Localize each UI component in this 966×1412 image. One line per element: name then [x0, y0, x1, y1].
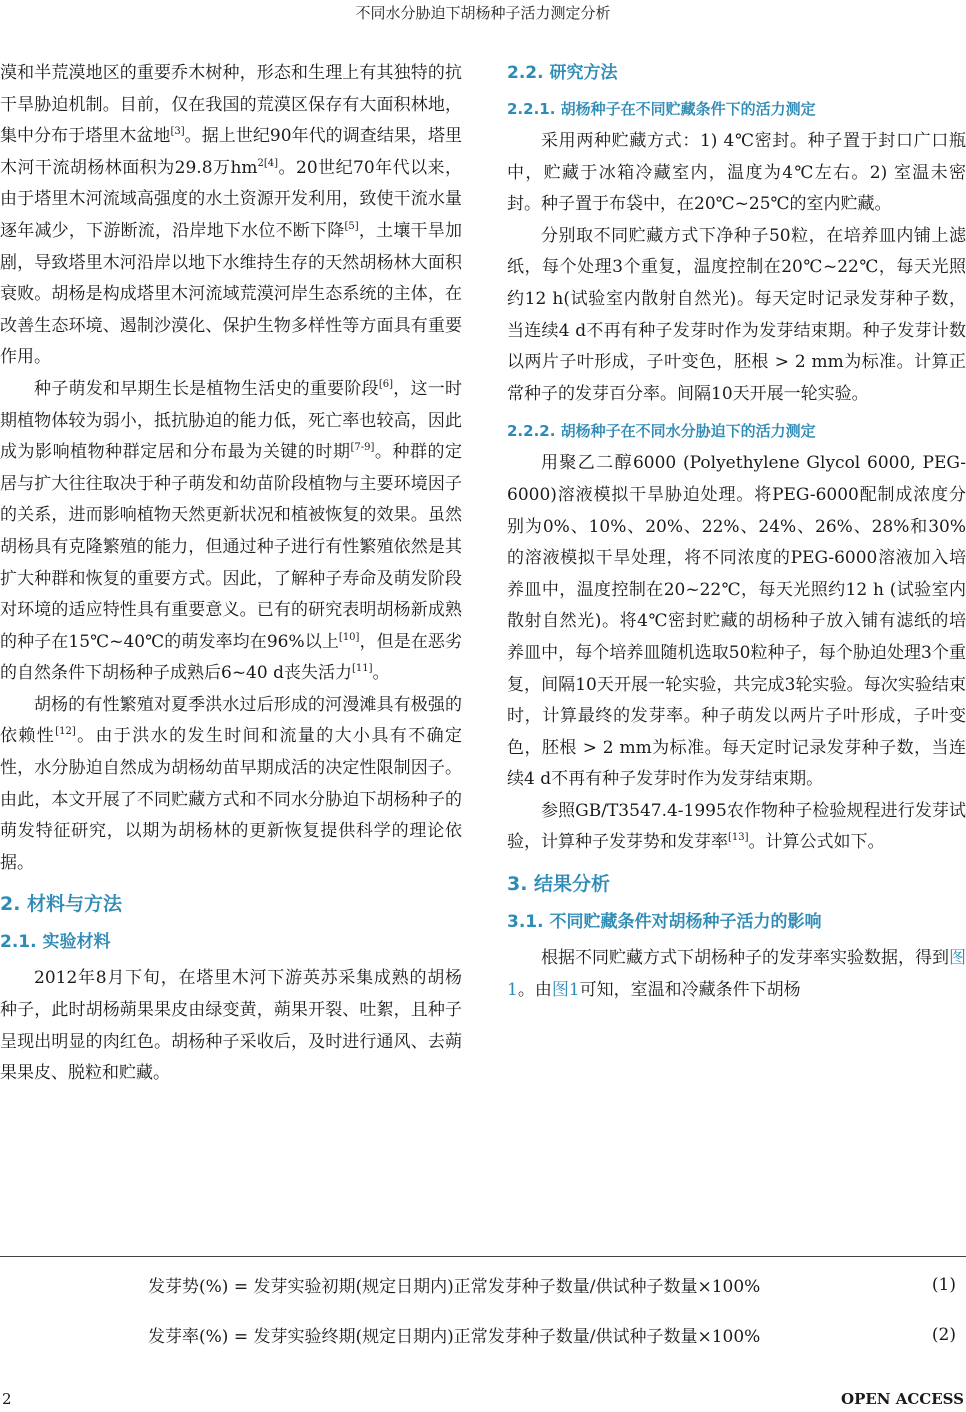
figure-link[interactable]: 图1 [507, 948, 966, 1000]
subsubsection-heading: 2.2.2. 胡杨种子在不同水分胁迫下的活力测定 [507, 422, 816, 441]
body-paragraph: 种子萌发和早期生长是植物生活史的重要阶段[6]，这一时期植物体较为弱小，抵抗胁迫的能力低，死亡率也较高，因此成为影响植物种群定居和分布最为关键的时期[7-9]。种群的定居与扩大往往取决于种子萌发和幼苗阶段植物与主要环境因子的关系，进而影响植物天然更新状况和植被恢复的效果。虽然胡杨具有克隆繁殖的能力，但通过种子进行有性繁殖依然是其扩大种群和恢复的重要方式。因此，了解种子寿命及萌发阶段对环境的适应特性具有重要意义。已有的研究表明胡杨新成熟的种子在15℃~40℃的萌发率均在96%以上[10]，但是在恶劣的自然条件下胡杨种子成熟后6~40 d丧失活力[11]。 [0, 378, 463, 684]
equation-germination-energy [148, 1272, 966, 1297]
subsection-heading: 3.1. 不同贮藏条件对胡杨种子活力的影响 [507, 912, 822, 933]
open-access-label: OPEN ACCESS [841, 1390, 964, 1408]
body-paragraph: 参照GB/T3547.4-1995农作物种子检验规程进行发芽试验，计算种子发芽势和发芽率[13]。计算公式如下。 [507, 800, 966, 853]
section-heading: 2. 材料与方法 [0, 893, 123, 916]
body-paragraph: 胡杨的有性繁殖对夏季洪水过后形成的河漫滩具有极强的依赖性[12]。由于洪水的发生时间和流量的大小具有不确定性，水分胁迫自然成为胡杨幼苗早期成活的决定性限制因子。由此，本文开展了不同贮藏方式和不同水分胁迫下胡杨种子的萌发特征研究，以期为胡杨林的更新恢复提供科学的理论依据。 [0, 694, 463, 873]
citation-ref[interactable]: [3] [170, 126, 185, 138]
equation-number: (1) [931, 1274, 956, 1295]
running-title: 不同水分胁迫下胡杨种子活力测定分析 [355, 4, 611, 22]
citation-ref[interactable]: 2[4] [257, 157, 279, 169]
equation-formula: 发芽率(%) = 发芽实验终期(规定日期内)正常发芽种子数量/供试种子数量×100% [148, 1327, 761, 1347]
left-column [0, 58, 462, 1090]
right-column [507, 58, 966, 1006]
body-paragraph: 分别取不同贮藏方式下净种子50粒，在培养皿内铺上滤纸，每个处理3个重复，温度控制在20℃~22℃，每天光照约12 h(试验室内散射自然光)。每天定时记录发芽种子数，当连续4 d不再有种子发芽时作为发芽结束期。种子发芽计数以两片子叶形成，子叶变色，胚根 > 2 mm为标准。计算正常种子的发芽百分率。间隔10天开展一轮实验。 [507, 225, 966, 404]
body-paragraph: 2012年8月下旬，在塔里木河下游英苏采集成熟的胡杨种子，此时胡杨蒴果果皮由绿变黄，蒴果开裂、吐絮，且种子呈现出明显的肉红色。胡杨种子采收后，及时进行通风、去蒴果果皮、脱粒和贮藏。 [0, 968, 462, 1084]
figure-link[interactable]: 图1 [551, 979, 580, 1000]
subsection-heading: 2.2. 研究方法 [507, 63, 618, 83]
citation-ref[interactable]: [12] [55, 726, 76, 738]
section-heading: 3. 结果分析 [507, 873, 611, 896]
footnote-rule [0, 1256, 966, 1257]
citation-ref[interactable]: [5] [344, 220, 359, 232]
citation-ref[interactable]: [10] [338, 631, 360, 643]
subsubsection-heading: 2.2.1. 胡杨种子在不同贮藏条件下的活力测定 [507, 100, 816, 118]
subsection-heading: 2.1. 实验材料 [0, 932, 111, 953]
body-paragraph: 用聚乙二醇6000 (Polyethylene Glycol 6000, PEG-6000)溶液模拟干旱胁迫处理。将PEG-6000配制成浓度分别为0%、10%、20%、22%、24%、26%、28%和30%的溶液模拟干旱处理，将不同浓度的PEG-6000溶液加入培养皿中，温度控制在20~22℃，每天光照约12 h (试验室内散射自然光)。将4℃密封贮藏的胡杨种子放入铺有滤纸的培养皿中，每个培养皿随机选取50粒种子，每个胁迫处理3个重复，间隔10天开展一轮实验，共完成3轮实验。每次实验结束时，计算最终的发芽率。种子萌发以两片子叶形成，子叶变色，胚根 > 2 mm为标准。每天定时记录发芽种子数，当连续4 d不再有种子发芽时作为发芽结束期。 [507, 453, 966, 790]
page-number: 2 [2, 1390, 12, 1408]
body-paragraph: 漠和半荒漠地区的重要乔木树种，形态和生理上有其独特的抗干旱胁迫机制。目前，仅在我国的荒漠区保存有大面积林地，集中分布于塔里木盆地[3]。据上世纪90年代的调查结果，塔里木河干流胡杨林面积为29.8万$hm^{2[4]}$。20世纪70年代以来，由于塔里木河流域高强度的水土资源开发利用，致使干流水量逐年减少，下游断流，沿岸地下水位不断下降[5]，土壤干旱加剧，导致塔里木河沿岸以地下水维持生存的天然胡杨林大面积衰败。胡杨是构成塔里木河流域荒漠河岸生态系统的主体，在改善生态环境、遏制沙漠化、保护生物多样性等方面具有重要作用。 [0, 63, 463, 368]
equation-formula: 发芽势(%) = 发芽实验初期(规定日期内)正常发芽种子数量/供试种子数量×100% [148, 1277, 761, 1297]
citation-ref[interactable]: [13] [728, 832, 749, 844]
citation-ref[interactable]: [6] [378, 378, 394, 390]
citation-ref[interactable]: [11] [351, 663, 373, 675]
body-paragraph: 采用两种贮藏方式：1) 4℃密封。种子置于封口广口瓶中，贮藏于冰箱冷藏室内，温度为4℃左右。2) 室温未密封。种子置于布袋中，在20℃~25℃的室内贮藏。 [507, 131, 966, 215]
equation-germination-rate [148, 1322, 966, 1347]
citation-ref[interactable]: [7-9] [350, 442, 375, 454]
equation-number: (2) [931, 1324, 956, 1345]
body-paragraph: 根据不同贮藏方式下胡杨种子的发芽率实验数据，得到图1。由图1可知，室温和冷藏条件下胡杨 [507, 948, 966, 1000]
